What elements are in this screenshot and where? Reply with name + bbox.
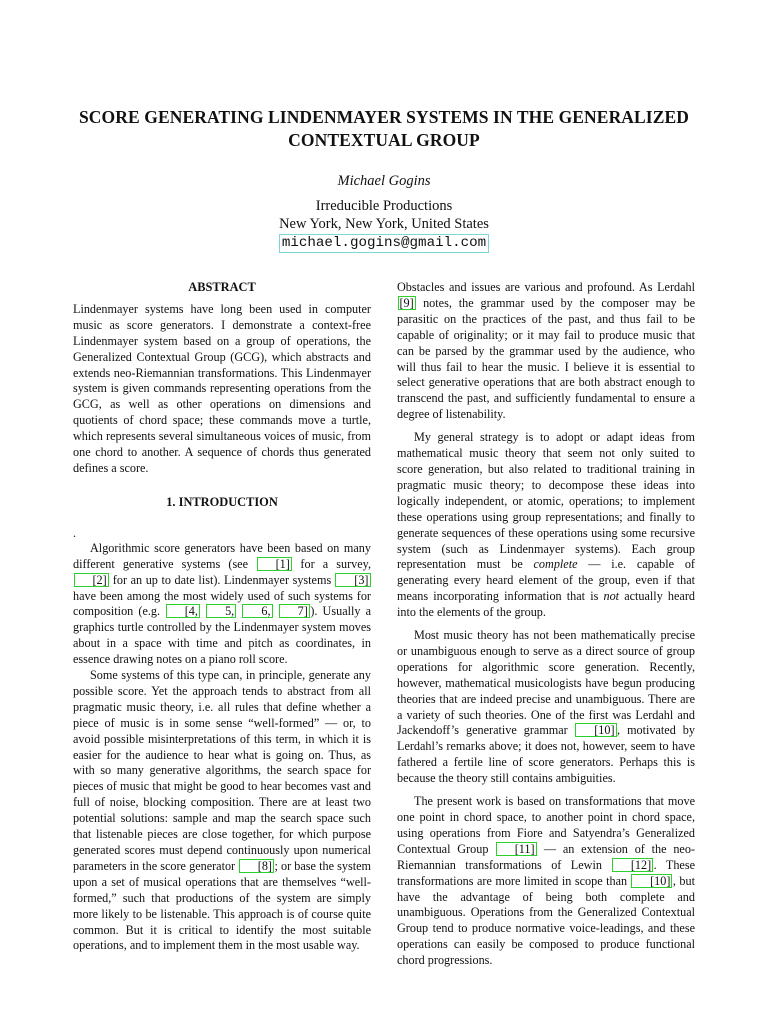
citation-link[interactable]: 7] [279, 604, 310, 618]
stray-dot: . [73, 525, 77, 540]
abstract-heading: ABSTRACT [188, 280, 256, 294]
intro-paragraph-6: The present work is based on transformations that move one point in chord space, to another point in chord space, using operations from Fiore and Satyendra’s Generalized Contextual Group [11] — an extension of the neo-Riemannian transformations of Lewin [12] . These transformations are more limited in scope than [10] , but have the advantage of being both complete and unambiguous. Operations from the Generalized Contextual Group tend to produce normative voice-leadings, and these operations can easily be composed to produce functional chord progressions. [397, 794, 695, 968]
author-affiliation-block [0, 197, 768, 253]
citation-link[interactable]: [8] [239, 859, 274, 873]
right-column [397, 280, 695, 969]
citation-link[interactable]: 6, [242, 604, 272, 618]
citation-link[interactable]: [1] [257, 557, 292, 571]
citation-link[interactable]: [10] [631, 874, 672, 888]
title-line-2: CONTEXTUAL GROUP [288, 130, 480, 150]
affiliation: Irreducible Productions [315, 198, 453, 214]
intro-paragraph-2: Some systems of this type can, in principle, generate any possible score. Yet the approach tends to abstract from all pragmatic music theory, i.e. all rules that define whether a piece of music is in some sense “well-formed” — or, to avoid possible misinterpretations of this term, in which it is easier for the audience to hear what is going on. Thus, as with so many generative algorithms, the search space for pieces of music that might be good to hear becomes vast and full of noise, blocking composition. There are at least two potential solutions: sample and map the search space such that listenable pieces are close together, for which purpose generated scores must depend continuously upon numerical parameters in the score generator [8] ; or base the system upon a set of musical operations that are themselves “well-formed,” such that productions of the system are simply more likely to be listenable. This approach is of course quite common. But it is critical to identify the most suitable operations, and to implement them in the most usable way. [73, 668, 371, 953]
intro-paragraph-1: Algorithmic score generators have been based on many different generative systems (see [1] for a survey, [2] for an up to date list). Lindenmayer systems [3] have been among the most widely used of such systems for composition (e.g. [4, 5, 6, 7] ). Usually a graphics turtle controlled by the Lindenmayer system moves about in a space with time and pitch as coordinates, in essence drawing notes on a piano roll score. [73, 540, 372, 667]
intro-paragraph-5: Most music theory has not been mathematically precise or unambiguous enough to serve as a direct source of group operations for algorithmic score generation. Recently, however, mathematical musicologists have begun producing theories that are indeed precise and unambiguous. There are a variety of such theories. One of the first was Lerdahl and Jackendoff’s generative grammar [10] , motivated by Lerdahl’s remarks above; it does not, however, seem to have fathered a fertile line of score generators. Perhaps this is because the theory still contains ambiguities. [397, 628, 695, 786]
introduction-heading: 1. INTRODUCTION [166, 494, 278, 509]
abstract-text: Lindenmayer systems have long been used in computer music as score generators. I demonstrate a context-free Lindenmayer system based on a group of operations, the Generalized Contextual Group (GCG), which abstracts and extends neo-Riemannian transformations. This Lindenmayer system is given commands representing operations from the GCG, as well as other operations on dimensions and quotients of chord space; these commands move a turtle, which represents several simultaneous voices of music, from one chord to another. A sequence of chords thus generated defines a score. [73, 301, 371, 475]
citation-link[interactable]: [3] [335, 573, 370, 587]
citation-link[interactable]: 5, [206, 604, 236, 618]
citation-link[interactable]: [9] [399, 295, 414, 310]
location: New York, New York, United States [279, 216, 489, 232]
paper-title [40, 106, 728, 152]
citation-link[interactable]: [12] [612, 858, 653, 872]
citation-link[interactable]: [2] [74, 573, 109, 587]
title-line-1: SCORE GENERATING LINDENMAYER SYSTEMS IN THE GENERALIZED [78, 107, 690, 127]
intro-paragraph-3: Obstacles and issues are various and profound. As Lerdahl [9] notes, the grammar used by the composer may be parasitic on the practices of the past, and thus fail to be capable of originality; or it may fail to produce music that can be parsed by the grammar used by the audience, who will thus fail to hear the music. I believe it is essential to select generative operations that are both abstract enough to transcend the past, and sufficiently fundamental to ensure a degree of listenability. [397, 280, 695, 422]
left-column [73, 280, 371, 954]
citation-link[interactable]: [11] [496, 842, 537, 856]
citation-link[interactable]: [4, [166, 604, 200, 618]
email-link[interactable]: michael.gogins@gmail.com [279, 234, 489, 253]
intro-paragraph-4: My general strategy is to adopt or adapt ideas from mathematical music theory that seem not only suited to score generation, but also related to traditional training in pragmatic music theory; to decompose these ideas into logically independent, or atomic, operations; to implement these operations using group representations; and finally to generate sequences of these operations using some recursive system (such as Lindenmayer systems). Each group representation must be complete — i.e. capable of generating every heard element of the group, even if that means incorporating information that is not actually heard into the elements of the group. [397, 430, 695, 620]
author-name: Michael Gogins [337, 173, 431, 189]
citation-link[interactable]: [10] [575, 723, 616, 737]
